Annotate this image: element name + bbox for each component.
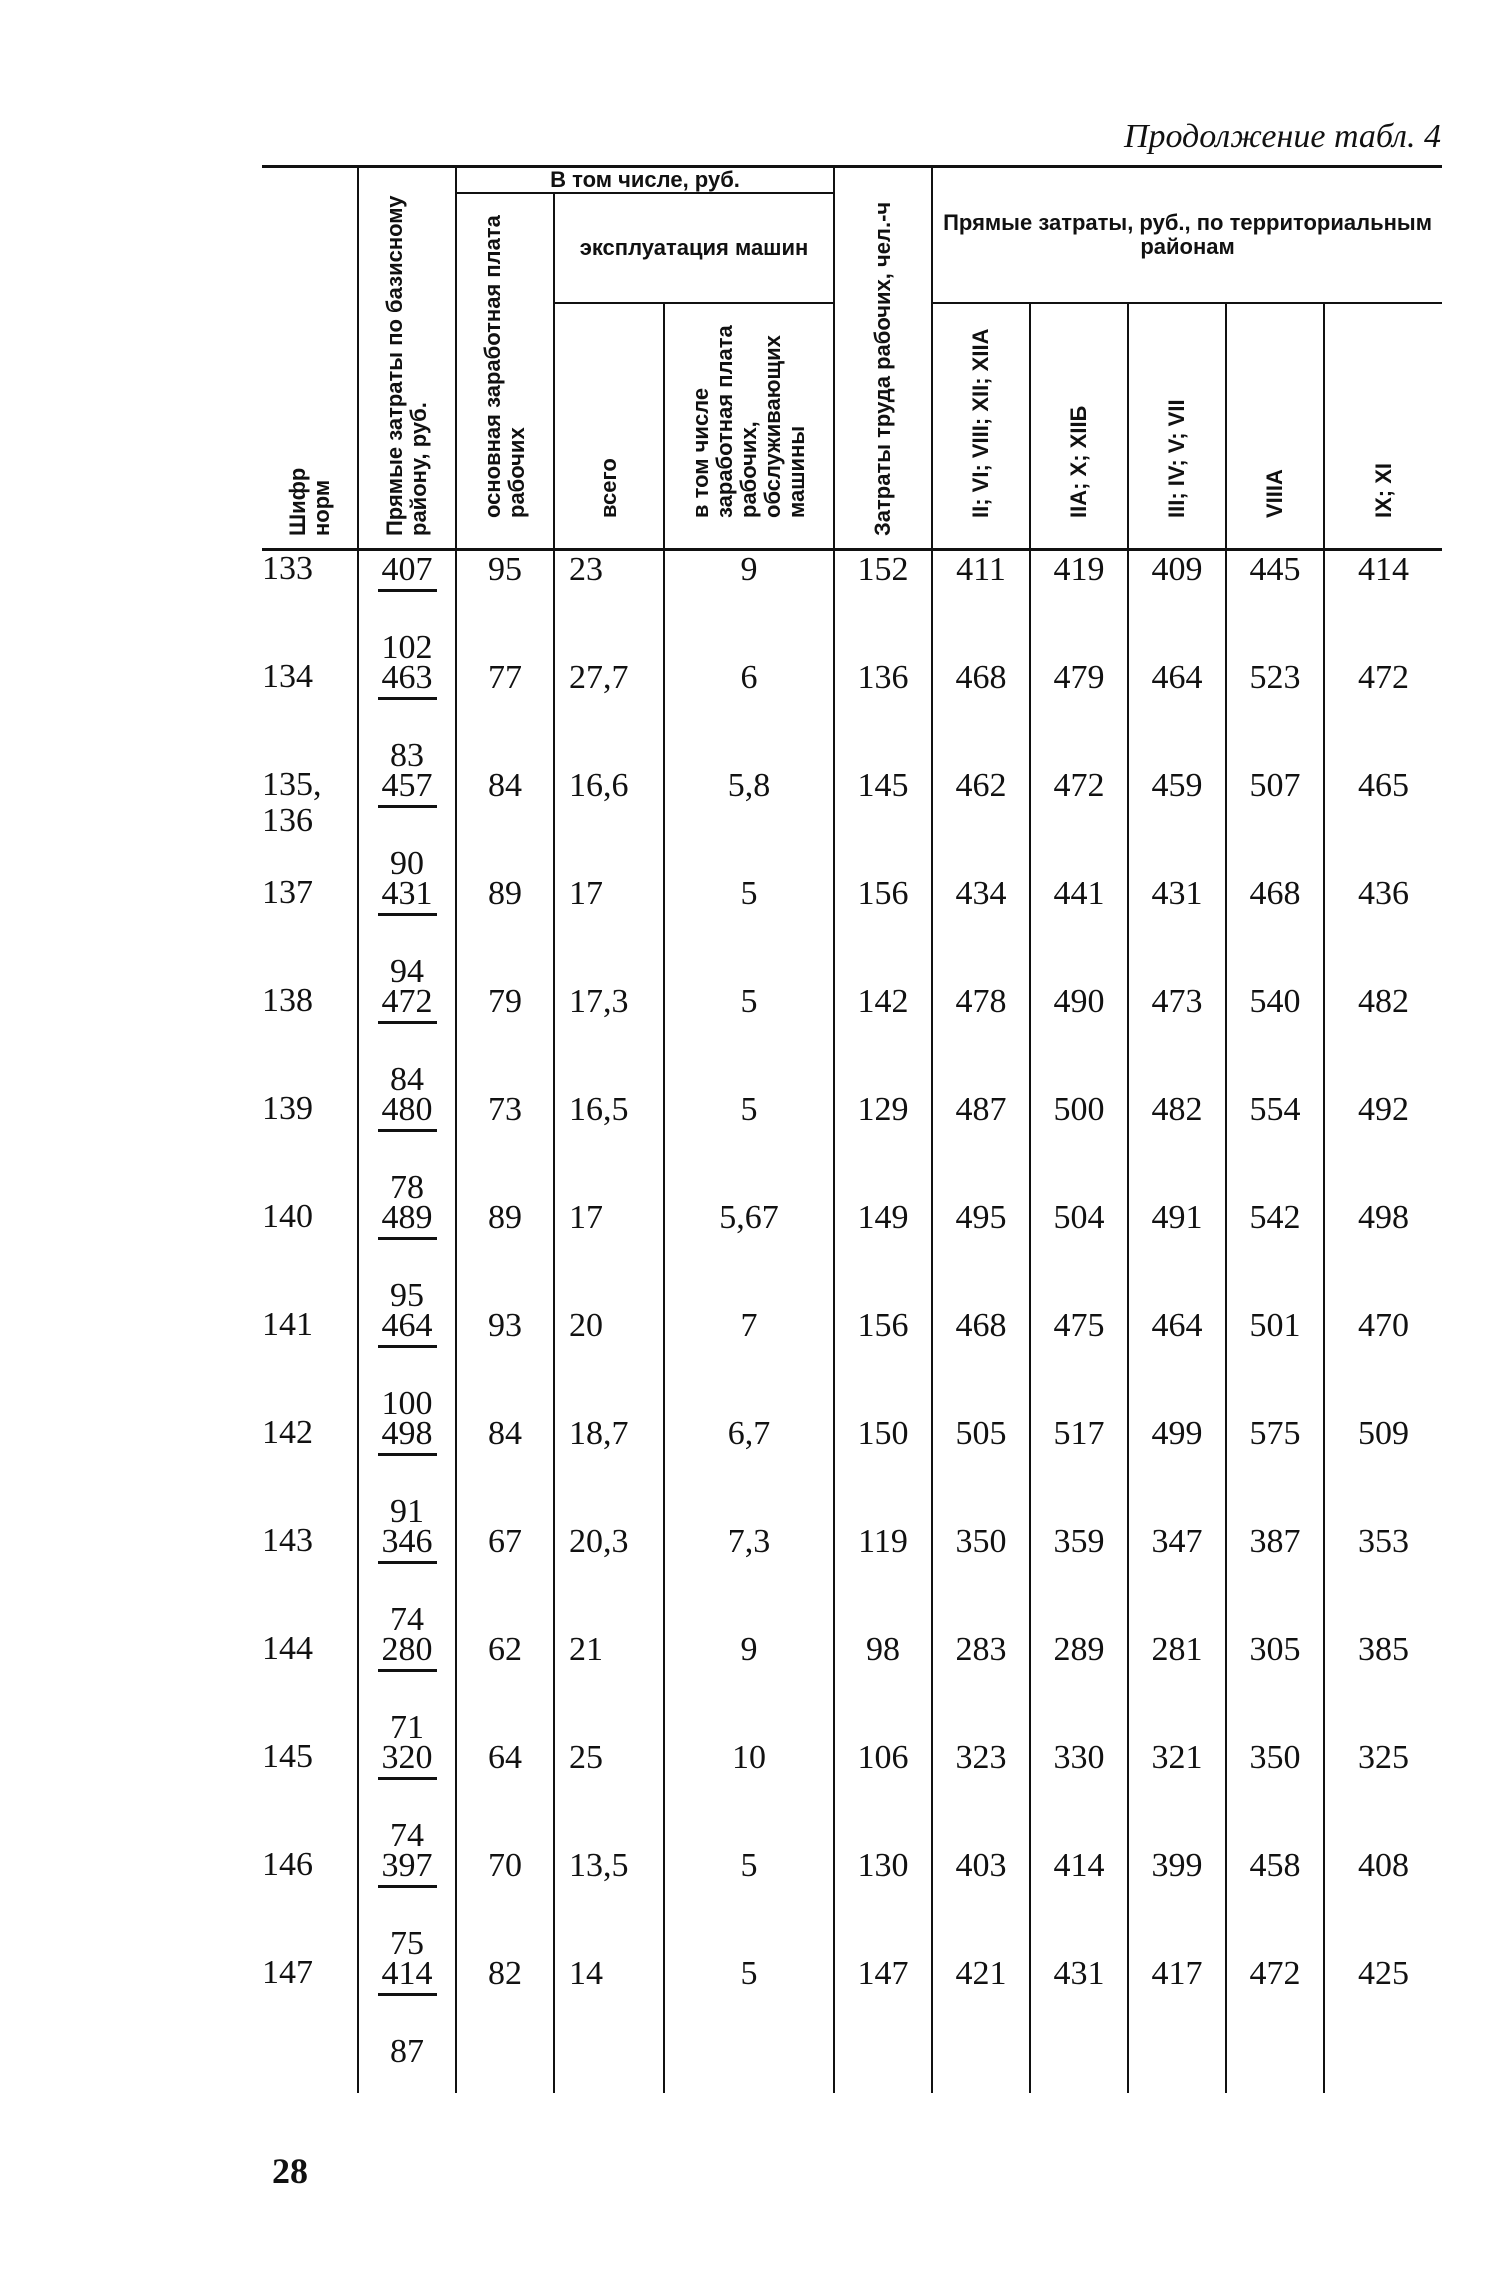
- row-machine-total: 17: [554, 875, 664, 983]
- row-region-3: 482: [1128, 1091, 1226, 1199]
- row-region-5: 414: [1324, 550, 1442, 660]
- row-direct-cost: [358, 1415, 456, 1530]
- row-region-1: 411: [932, 550, 1030, 660]
- row-region-1: 462: [932, 767, 1030, 875]
- cost-denominator: 95: [390, 1277, 424, 1314]
- header-region-3: III; IV; V; VII: [1128, 303, 1226, 550]
- row-machine-wage: 6,7: [664, 1415, 834, 1523]
- cost-numerator: 489: [378, 1199, 437, 1240]
- row-region-5: 408: [1324, 1847, 1442, 1955]
- row-region-4: 523: [1226, 659, 1324, 767]
- row-direct-cost: [358, 875, 456, 990]
- row-machine-wage: 5: [664, 983, 834, 1091]
- row-machine-wage: 10: [664, 1739, 834, 1847]
- cost-numerator: 397: [378, 1847, 437, 1888]
- cost-numerator: 407: [378, 551, 437, 592]
- row-region-1: 495: [932, 1199, 1030, 1307]
- row-region-2: 441: [1030, 875, 1128, 983]
- cost-denominator: 74: [390, 1601, 424, 1638]
- cost-numerator: 320: [378, 1739, 437, 1780]
- row-region-1: 468: [932, 659, 1030, 767]
- row-region-5: 436: [1324, 875, 1442, 983]
- row-base-wage: 84: [456, 1415, 554, 1523]
- cost-numerator: 346: [378, 1523, 437, 1564]
- row-region-4: 507: [1226, 767, 1324, 875]
- spacer-cell: [554, 2063, 664, 2093]
- row-machine-total: 25: [554, 1739, 664, 1847]
- row-machine-wage: 9: [664, 550, 834, 660]
- cost-denominator: 102: [381, 629, 433, 666]
- cost-numerator: 472: [378, 983, 437, 1024]
- row-machine-total: 16,5: [554, 1091, 664, 1199]
- row-region-2: 289: [1030, 1631, 1128, 1739]
- row-code: 144: [262, 1630, 313, 1667]
- row-machine-total: 13,5: [554, 1847, 664, 1955]
- row-region-1: 468: [932, 1307, 1030, 1415]
- header-region-1: II; VI; VIII; XII; XIIA: [932, 303, 1030, 550]
- spacer-cell: [262, 2063, 358, 2093]
- row-direct-cost: [358, 659, 456, 774]
- table-row: [262, 1631, 1442, 1739]
- row-base-wage: 82: [456, 1955, 554, 2063]
- row-code: 139: [262, 1090, 313, 1127]
- row-labor: 152: [834, 550, 932, 660]
- row-base-wage: 64: [456, 1739, 554, 1847]
- header-machine-group: эксплуатация машин: [554, 193, 834, 303]
- row-labor: 142: [834, 983, 932, 1091]
- cost-denominator: 94: [390, 953, 424, 990]
- row-labor: 145: [834, 767, 932, 875]
- row-base-wage: 62: [456, 1631, 554, 1739]
- cost-numerator: 280: [378, 1631, 437, 1672]
- row-direct-cost: [358, 1847, 456, 1962]
- row-machine-total: 14: [554, 1955, 664, 2063]
- row-machine-total: 17: [554, 1199, 664, 1307]
- header-machine-total: всего: [554, 303, 664, 550]
- table-row: [262, 659, 1442, 767]
- row-region-3: 281: [1128, 1631, 1226, 1739]
- table-row: [262, 1307, 1442, 1415]
- row-labor: 129: [834, 1091, 932, 1199]
- row-labor: 147: [834, 1955, 932, 2063]
- row-machine-wage: 6: [664, 659, 834, 767]
- cost-denominator: 75: [390, 1925, 424, 1962]
- row-direct-cost: [358, 1955, 456, 2070]
- row-labor: 98: [834, 1631, 932, 1739]
- cost-numerator: 414: [378, 1955, 437, 1996]
- row-region-1: 434: [932, 875, 1030, 983]
- row-labor: 156: [834, 875, 932, 983]
- row-machine-wage: 7,3: [664, 1523, 834, 1631]
- spacer-cell: [664, 2063, 834, 2093]
- row-direct-cost: [358, 1631, 456, 1746]
- row-labor: 150: [834, 1415, 932, 1523]
- row-base-wage: 70: [456, 1847, 554, 1955]
- row-region-3: 464: [1128, 1307, 1226, 1415]
- row-machine-wage: 7: [664, 1307, 834, 1415]
- row-region-5: 325: [1324, 1739, 1442, 1847]
- row-labor: 119: [834, 1523, 932, 1631]
- row-region-2: 475: [1030, 1307, 1128, 1415]
- row-base-wage: 79: [456, 983, 554, 1091]
- row-region-1: 487: [932, 1091, 1030, 1199]
- spacer-cell: [456, 2063, 554, 2093]
- row-region-3: 409: [1128, 550, 1226, 660]
- table-row: [262, 1523, 1442, 1631]
- row-region-2: 419: [1030, 550, 1128, 660]
- row-region-5: 482: [1324, 983, 1442, 1091]
- cost-denominator: 78: [390, 1169, 424, 1206]
- row-region-2: 431: [1030, 1955, 1128, 2063]
- spacer-cell: [1128, 2063, 1226, 2093]
- row-region-5: 470: [1324, 1307, 1442, 1415]
- table-body: [262, 550, 1442, 2094]
- row-base-wage: 77: [456, 659, 554, 767]
- row-region-5: 353: [1324, 1523, 1442, 1631]
- row-direct-cost: [358, 767, 456, 882]
- row-machine-wage: 5,8: [664, 767, 834, 875]
- table-row: [262, 1091, 1442, 1199]
- row-region-5: 509: [1324, 1415, 1442, 1523]
- row-machine-wage: 5,67: [664, 1199, 834, 1307]
- row-labor: 149: [834, 1199, 932, 1307]
- row-region-4: 575: [1226, 1415, 1324, 1523]
- row-labor: 136: [834, 659, 932, 767]
- row-region-3: 431: [1128, 875, 1226, 983]
- table-row: [262, 1847, 1442, 1955]
- cost-numerator: 464: [378, 1307, 437, 1348]
- cost-denominator: 74: [390, 1817, 424, 1854]
- row-region-4: 501: [1226, 1307, 1324, 1415]
- row-direct-cost: [358, 550, 456, 666]
- row-region-4: 468: [1226, 875, 1324, 983]
- cost-numerator: 431: [378, 875, 437, 916]
- row-direct-cost: [358, 1739, 456, 1854]
- row-region-4: 472: [1226, 1955, 1324, 2063]
- row-region-4: 387: [1226, 1523, 1324, 1631]
- spacer-cell: [1226, 2063, 1324, 2093]
- row-region-4: 458: [1226, 1847, 1324, 1955]
- row-region-4: 554: [1226, 1091, 1324, 1199]
- row-base-wage: 93: [456, 1307, 554, 1415]
- row-direct-cost: [358, 1091, 456, 1206]
- cost-denominator: 91: [390, 1493, 424, 1530]
- row-region-1: 421: [932, 1955, 1030, 2063]
- row-machine-wage: 5: [664, 1955, 834, 2063]
- row-code: 142: [262, 1414, 313, 1451]
- row-region-5: 492: [1324, 1091, 1442, 1199]
- spacer-cell: [1030, 2063, 1128, 2093]
- header-incl-group: В том числе, руб.: [456, 168, 834, 193]
- cost-denominator: 87: [390, 2033, 424, 2070]
- row-region-3: 459: [1128, 767, 1226, 875]
- row-base-wage: 89: [456, 1199, 554, 1307]
- cost-denominator: 100: [381, 1385, 433, 1422]
- spacer-cell: [1324, 2063, 1442, 2093]
- row-direct-cost: [358, 1199, 456, 1314]
- row-region-4: 305: [1226, 1631, 1324, 1739]
- row-region-5: 425: [1324, 1955, 1442, 2063]
- row-machine-total: 17,3: [554, 983, 664, 1091]
- cost-denominator: 84: [390, 1061, 424, 1098]
- row-machine-total: 18,7: [554, 1415, 664, 1523]
- row-machine-wage: 5: [664, 875, 834, 983]
- table-row: [262, 1415, 1442, 1523]
- row-region-2: 479: [1030, 659, 1128, 767]
- row-code: 147: [262, 1954, 313, 1991]
- header-region-2: IIA; X; XIIБ: [1030, 303, 1128, 550]
- cost-numerator: 498: [378, 1415, 437, 1456]
- row-region-5: 472: [1324, 659, 1442, 767]
- spacer-cell: [834, 2063, 932, 2093]
- row-region-2: 472: [1030, 767, 1128, 875]
- row-machine-total: 16,6: [554, 767, 664, 875]
- cost-denominator: 83: [390, 737, 424, 774]
- row-region-1: 505: [932, 1415, 1030, 1523]
- header-code: Шифр норм: [262, 168, 358, 550]
- row-machine-total: 20,3: [554, 1523, 664, 1631]
- row-code: 138: [262, 982, 313, 1019]
- row-region-3: 417: [1128, 1955, 1226, 2063]
- row-labor: 106: [834, 1739, 932, 1847]
- table-row: [262, 983, 1442, 1091]
- row-region-3: 491: [1128, 1199, 1226, 1307]
- row-region-2: 500: [1030, 1091, 1128, 1199]
- row-code: 137: [262, 874, 313, 911]
- spacer-cell: [932, 2063, 1030, 2093]
- row-base-wage: 67: [456, 1523, 554, 1631]
- row-base-wage: 84: [456, 767, 554, 875]
- row-region-3: 499: [1128, 1415, 1226, 1523]
- row-machine-total: 21: [554, 1631, 664, 1739]
- header-region-5: IX; XI: [1324, 303, 1442, 550]
- page-number: 28: [272, 2151, 308, 2191]
- row-region-3: 473: [1128, 983, 1226, 1091]
- row-region-2: 330: [1030, 1739, 1128, 1847]
- row-labor: 156: [834, 1307, 932, 1415]
- row-region-1: 323: [932, 1739, 1030, 1847]
- data-table: [262, 168, 1442, 2093]
- cost-numerator: 457: [378, 767, 437, 808]
- row-code: 135, 136: [262, 766, 322, 839]
- row-region-4: 542: [1226, 1199, 1324, 1307]
- row-direct-cost: [358, 1523, 456, 1638]
- row-code: 145: [262, 1738, 313, 1775]
- header-labor: Затраты труда рабочих, чел.-ч: [834, 168, 932, 550]
- table-row: [262, 767, 1442, 875]
- cost-denominator: 90: [390, 845, 424, 882]
- table-row: [262, 1739, 1442, 1847]
- row-code: 140: [262, 1198, 313, 1235]
- row-region-1: 403: [932, 1847, 1030, 1955]
- row-code: 146: [262, 1846, 313, 1883]
- table-caption: Продолжение табл. 4: [1123, 118, 1441, 155]
- row-machine-wage: 5: [664, 1091, 834, 1199]
- header-region-4: VIIIA: [1226, 303, 1324, 550]
- row-region-5: 498: [1324, 1199, 1442, 1307]
- row-machine-total: 23: [554, 550, 664, 660]
- row-region-3: 321: [1128, 1739, 1226, 1847]
- row-region-2: 414: [1030, 1847, 1128, 1955]
- header-base-wage: основная заработная плата рабочих: [456, 193, 554, 550]
- row-region-2: 504: [1030, 1199, 1128, 1307]
- row-region-4: 540: [1226, 983, 1324, 1091]
- header-regions-group: Прямые затраты, руб., по территориальным районам: [932, 168, 1442, 303]
- cost-denominator: 71: [390, 1709, 424, 1746]
- row-region-5: 465: [1324, 767, 1442, 875]
- table-row: [262, 1199, 1442, 1307]
- row-direct-cost: [358, 1307, 456, 1422]
- row-region-2: 490: [1030, 983, 1128, 1091]
- row-base-wage: 95: [456, 550, 554, 660]
- row-region-3: 347: [1128, 1523, 1226, 1631]
- header-machine-wage: в том числе заработная плата рабочих, обслуживающих машины: [664, 303, 834, 550]
- row-region-5: 385: [1324, 1631, 1442, 1739]
- row-base-wage: 73: [456, 1091, 554, 1199]
- row-direct-cost: [358, 983, 456, 1098]
- row-machine-wage: 9: [664, 1631, 834, 1739]
- row-region-1: 478: [932, 983, 1030, 1091]
- row-region-4: 445: [1226, 550, 1324, 660]
- row-region-2: 359: [1030, 1523, 1128, 1631]
- row-region-2: 517: [1030, 1415, 1128, 1523]
- row-code: 134: [262, 658, 313, 695]
- row-machine-total: 20: [554, 1307, 664, 1415]
- table-row: [262, 875, 1442, 983]
- row-base-wage: 89: [456, 875, 554, 983]
- row-machine-total: 27,7: [554, 659, 664, 767]
- row-code: 143: [262, 1522, 313, 1559]
- cost-numerator: 463: [378, 659, 437, 700]
- row-region-1: 350: [932, 1523, 1030, 1631]
- row-machine-wage: 5: [664, 1847, 834, 1955]
- row-region-3: 464: [1128, 659, 1226, 767]
- row-region-3: 399: [1128, 1847, 1226, 1955]
- row-labor: 130: [834, 1847, 932, 1955]
- table-row: [262, 1955, 1442, 2063]
- row-code: 133: [262, 550, 313, 587]
- row-region-1: 283: [932, 1631, 1030, 1739]
- table-row: [262, 550, 1442, 660]
- cost-numerator: 480: [378, 1091, 437, 1132]
- row-region-4: 350: [1226, 1739, 1324, 1847]
- row-code: 141: [262, 1306, 313, 1343]
- header-direct-cost: Прямые затраты по базисному району, руб.: [358, 168, 456, 550]
